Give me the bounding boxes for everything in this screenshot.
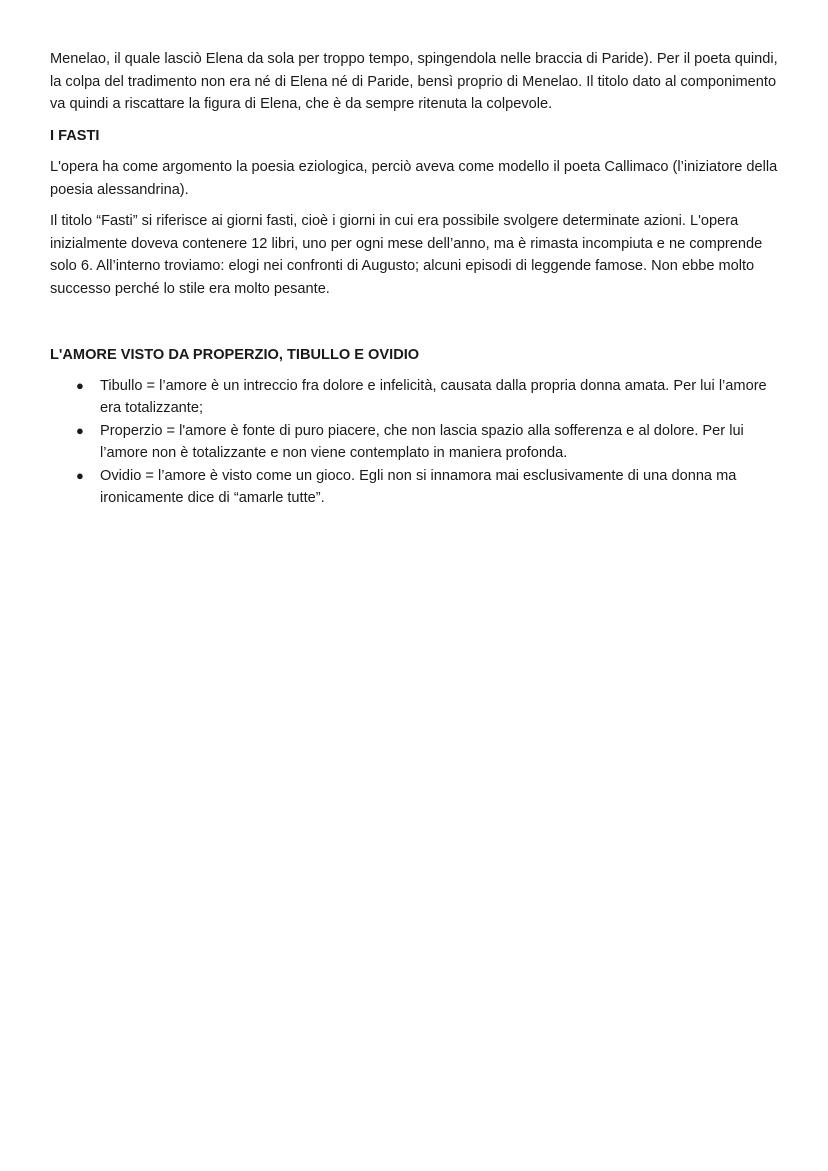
list-item xyxy=(76,375,785,420)
section-heading-amore: L'AMORE VISTO DA PROPERZIO, TIBULLO E OVIDIO xyxy=(50,347,420,363)
fasti-paragraph-1: L'opera ha come argomento la poesia eziologica, perciò aveva come modello il poeta Callimaco (l’iniziatore della poesia alessandrina). xyxy=(50,159,778,198)
bullet-icon: ● xyxy=(76,377,84,393)
intro-paragraph: Menelao, il quale lasciò Elena da sola per troppo tempo, spingendola nelle braccia di Paride). Per il poeta quindi, la colpa del tradimento non era né di Elena né di Paride, bensì proprio di Menelao. Il titolo dato al componimento va quindi a riscattare la figura di Elena, che è da sempre ritenuta la colpevole. xyxy=(50,51,778,112)
amore-bullet-list xyxy=(50,375,785,510)
list-item-text: Properzio = l'amore è fonte di puro piacere, che non lascia spazio alla sofferenza e al dolore. Per lui l’amore non è totalizzante e non viene contemplato in maniera profonda. xyxy=(100,422,744,461)
list-item xyxy=(76,420,785,465)
list-item-text: Ovidio = l’amore è visto come un gioco. Egli non si innamora mai esclusivamente di una donna ma ironicamente dice di “amarle tutte”. xyxy=(100,467,737,506)
list-item xyxy=(76,465,785,510)
list-item-text: Tibullo = l’amore è un intreccio fra dolore e infelicità, causata dalla propria donna amata. Per lui l’amore era totalizzante; xyxy=(100,377,767,416)
fasti-paragraph-2: Il titolo “Fasti” si riferisce ai giorni fasti, cioè i giorni in cui era possibile svolgere determinate azioni. L'opera inizialmente doveva contenere 12 libri, uno per ogni mese dell’anno, ma è rimasta incompiuta e ne comprende solo 6. All’interno troviamo: elogi nei confronti di Augusto; alcuni episodi di leggende famose. Non ebbe molto successo perché lo stile era molto pesante. xyxy=(50,213,763,297)
section-heading-fasti: I FASTI xyxy=(50,127,100,144)
bullet-icon: ● xyxy=(76,467,84,483)
bullet-icon: ● xyxy=(76,422,84,438)
document-body xyxy=(50,48,785,510)
